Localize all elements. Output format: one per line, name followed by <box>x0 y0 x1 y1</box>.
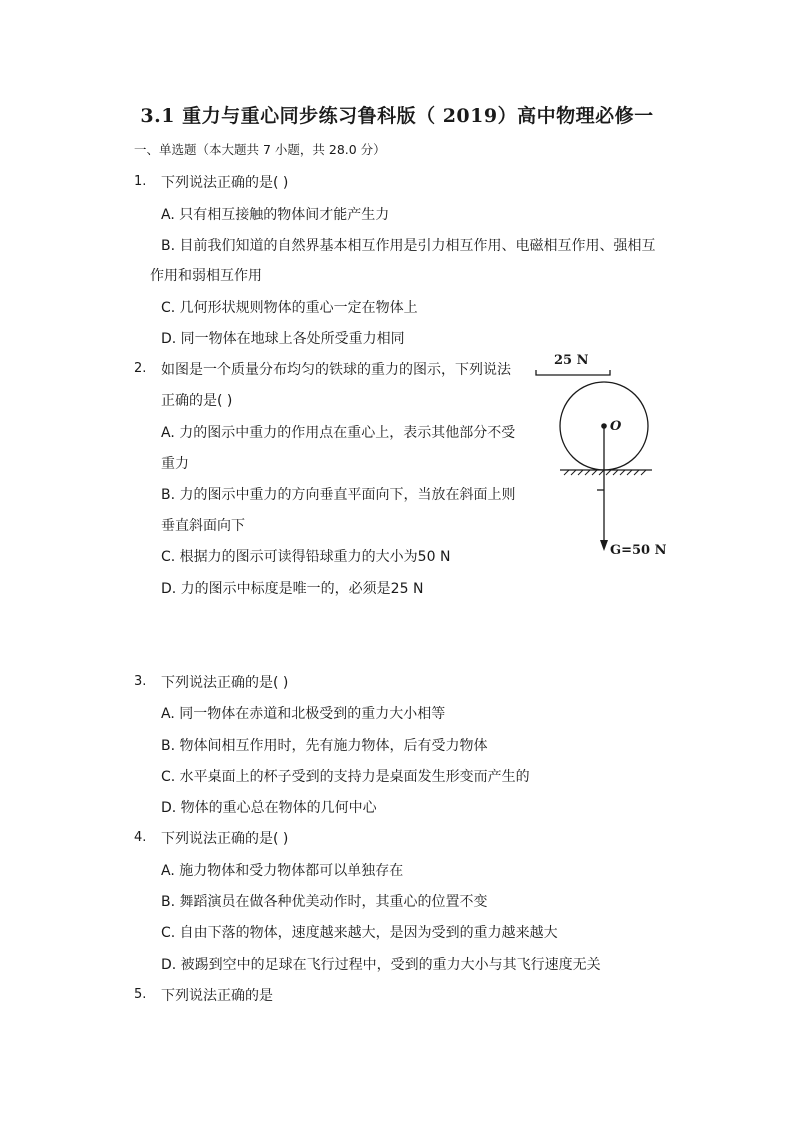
question-2-option-b: B. 力的图示中重力的方向垂直平面向下，当放在斜面上则 <box>161 487 516 503</box>
question-4-number: 4. <box>134 830 147 845</box>
force-label: G=50 N <box>610 543 667 558</box>
question-2-option-a: A. 力的图示中重力的作用点在重心上，表示其他部分不受 <box>161 425 516 441</box>
question-1-option-d: D. 同一物体在地球上各处所受重力相同 <box>161 331 405 347</box>
question-2-option-a-cont: 重力 <box>161 456 189 472</box>
question-4-option-c: C. 自由下落的物体，速度越来越大，是因为受到的重力越来越大 <box>161 925 558 941</box>
question-2-option-b-cont: 垂直斜面向下 <box>161 518 245 534</box>
question-4-option-a: A. 施力物体和受力物体都可以单独存在 <box>161 863 404 879</box>
question-1-option-b: B. 目前我们知道的自然界基本相互作用是引力相互作用、电磁相互作用、强相互 <box>161 238 656 254</box>
question-3-stem: 下列说法正确的是( ) <box>161 675 289 691</box>
question-3-number: 3. <box>134 674 147 689</box>
question-2-number: 2. <box>134 361 147 376</box>
question-3-option-d: D. 物体的重心总在物体的几何中心 <box>161 800 377 816</box>
question-2-stem-line2: 正确的是( ) <box>161 393 233 409</box>
question-4-stem: 下列说法正确的是( ) <box>161 831 289 847</box>
question-5-stem: 下列说法正确的是 <box>161 988 273 1004</box>
question-4-option-d: D. 被踢到空中的足球在飞行过程中，受到的重力大小与其飞行速度无关 <box>161 957 601 973</box>
question-1-number: 1. <box>134 174 147 189</box>
arrowhead-icon <box>600 540 608 551</box>
document-title: 3.1 重力与重心同步练习鲁科版（ 2019）高中物理必修一 <box>140 105 654 127</box>
question-3-option-a: A. 同一物体在赤道和北极受到的重力大小相等 <box>161 706 446 722</box>
question-3-option-b: B. 物体间相互作用时，先有施力物体，后有受力物体 <box>161 738 488 754</box>
question-4-option-b: B. 舞蹈演员在做各种优美动作时，其重心的位置不变 <box>161 894 488 910</box>
question-1-option-c: C. 几何形状规则物体的重心一定在物体上 <box>161 300 418 316</box>
gravity-force-diagram <box>530 346 670 566</box>
center-label: O <box>610 419 622 434</box>
scale-bar <box>536 370 610 375</box>
scale-label: 25 N <box>554 353 589 368</box>
question-1-stem: 下列说法正确的是( ) <box>161 175 289 191</box>
question-2-stem-line1: 如图是一个质量分布均匀的铁球的重力的图示，下列说法 <box>161 362 511 378</box>
question-2-option-d: D. 力的图示中标度是唯一的，必须是25 N <box>161 581 424 597</box>
question-1-option-b-cont: 作用和弱相互作用 <box>150 268 262 284</box>
question-1-option-a: A. 只有相互接触的物体间才能产生力 <box>161 207 390 223</box>
section-heading: 一、单选题（本大题共 7 小题，共 28.0 分） <box>134 142 386 157</box>
question-5-number: 5. <box>134 987 147 1002</box>
question-2-option-c: C. 根据力的图示可读得铅球重力的大小为50 N <box>161 549 451 565</box>
ground-hatching <box>564 470 646 475</box>
question-3-option-c: C. 水平桌面上的杯子受到的支持力是桌面发生形变而产生的 <box>161 769 530 785</box>
